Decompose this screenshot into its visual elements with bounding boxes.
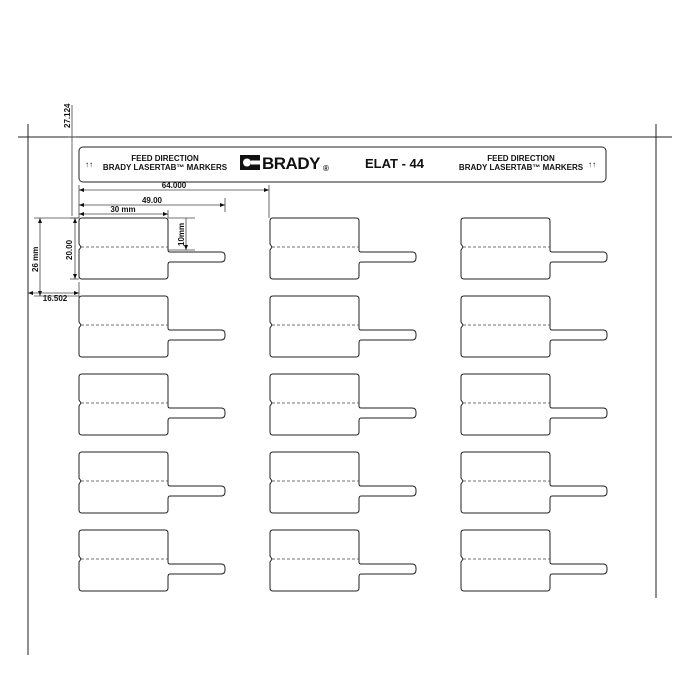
sheet-border	[18, 124, 672, 655]
dim-label-width: 30 mm	[110, 205, 136, 214]
feed-direction-left: FEED DIRECTION	[131, 154, 199, 163]
label-outline	[79, 374, 225, 435]
dim-horizontal-pitch: 64.000	[161, 181, 187, 190]
label-outline	[461, 452, 607, 513]
label-outline	[79, 296, 225, 357]
dim-tab-length: 49.00	[141, 196, 163, 205]
label-outline	[79, 530, 225, 591]
feed-arrows-left-icon: ↑↑	[85, 160, 93, 169]
label-outline	[270, 530, 416, 591]
label-outline	[461, 530, 607, 591]
feed-arrows-right-icon: ↑↑	[588, 160, 596, 169]
label-outline	[270, 452, 416, 513]
product-code: ELAT - 44	[365, 156, 424, 171]
feed-direction-right: FEED DIRECTION	[487, 154, 555, 163]
dim-vertical-pitch: 26 mm	[31, 246, 40, 272]
label-grid	[79, 218, 607, 591]
label-outline	[270, 296, 416, 357]
label-outline	[79, 218, 225, 279]
brady-logo	[240, 154, 329, 173]
dim-top-margin: 27.124	[63, 103, 72, 128]
markers-line-right: BRADY LASERTAB™ MARKERS	[458, 163, 584, 172]
label-outline	[270, 374, 416, 435]
dimension-lines	[28, 103, 269, 303]
brand-name: BRADY	[262, 154, 320, 173]
dim-tail-height: 10mm	[177, 222, 186, 246]
dim-left-margin: 16.502	[42, 294, 68, 303]
label-outline	[461, 296, 607, 357]
label-outline	[461, 218, 607, 279]
markers-line-left: BRADY LASERTAB™ MARKERS	[102, 163, 228, 172]
registered-mark: ®	[323, 164, 329, 173]
label-outline	[79, 452, 225, 513]
header-strip	[79, 147, 606, 182]
label-outline	[461, 374, 607, 435]
label-outline	[270, 218, 416, 279]
dim-label-height: 20.00	[65, 239, 74, 260]
